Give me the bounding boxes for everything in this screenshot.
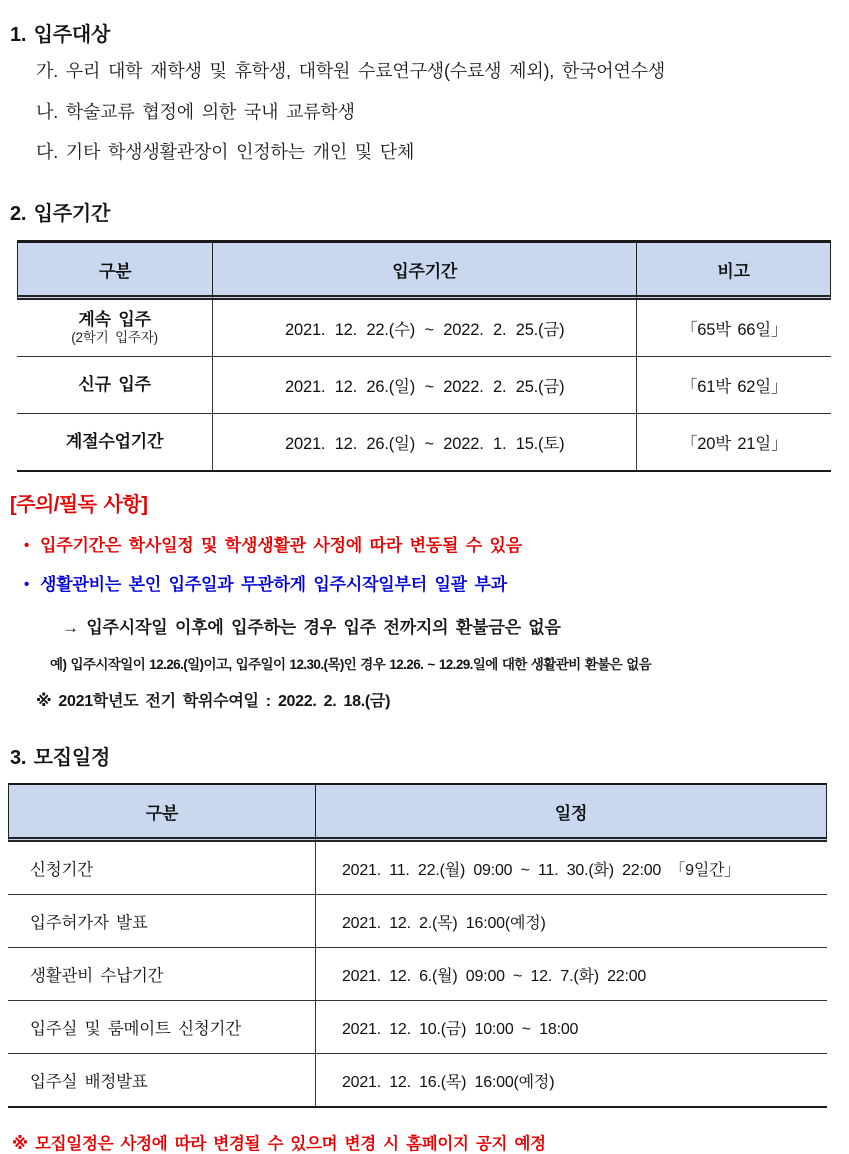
column-header-period: 입주기간 (213, 243, 637, 300)
list-item: 가. 우리 대학 재학생 및 휴학생, 대학원 수료연구생(수료생 제외), 한국어연수생 (36, 61, 666, 81)
table-row (8, 1001, 827, 1054)
warning-bullet-red: • 입주기간은 학사일정 및 학생생활관 사정에 따라 변동될 수 있음 (40, 536, 841, 556)
move-in-period-table (17, 240, 831, 472)
table-row (17, 414, 831, 470)
table-header-row (8, 785, 827, 842)
table-row (17, 300, 831, 357)
section3-title: 3. 모집일정 (10, 747, 111, 770)
warning-block (10, 488, 841, 711)
warning-bullet-blue: • 생활관비는 본인 입주일과 무관하게 입주시작일부터 일괄 부과 (40, 575, 841, 595)
table-header-row (17, 243, 831, 300)
table-row (8, 842, 827, 895)
schedule-change-footnote: ※ 모집일정은 사정에 따라 변경될 수 있으며 변경 시 홈페이지 공지 예정 (12, 1135, 546, 1154)
row-schedule: 2021. 12. 6.(월) 09:00 ~ 12. 7.(화) 22:00 (316, 948, 827, 1001)
row-category: 신규 입주 (17, 357, 213, 414)
row-category (17, 300, 213, 357)
refund-arrow-note: → 입주시작일 이후에 입주하는 경우 입주 전까지의 환불금은 없음 (62, 618, 561, 638)
row-category: 입주실 및 룸메이트 신청기간 (8, 1001, 316, 1054)
row-schedule: 2021. 12. 16.(목) 16:00(예정) (341, 1073, 555, 1091)
section2-title: 2. 입주기간 (10, 203, 111, 226)
row-period: 2021. 12. 26.(일) ~ 2022. 1. 15.(토) (213, 414, 637, 470)
table-row (8, 895, 827, 948)
row-schedule: 2021. 12. 2.(목) 16:00(예정) (316, 895, 827, 948)
row-schedule: 2021. 11. 22.(월) 09:00 ~ 11. 30.(화) 22:00 「9일간」 (316, 842, 827, 895)
row-category: 입주허가자 발표 (8, 895, 316, 948)
table-row (8, 948, 827, 1001)
degree-date-note: ※ 2021학년도 전기 학위수여일 : 2022. 2. 18.(금) (36, 693, 391, 711)
column-header-schedule: 일정 (316, 785, 827, 842)
category-sublabel: (2학기 입주자) (71, 330, 158, 346)
refund-example-note: 예) 입주시작일이 12.26.(일)이고, 입주일이 12.30.(목)인 경우 12.26. ~ 12.29.일에 대한 생활관비 환불은 없음 (50, 657, 652, 673)
warning-title: [주의/필독 사항] (10, 494, 148, 517)
column-header-category: 구분 (8, 785, 316, 842)
row-note: 「61박 62일」 (637, 357, 831, 414)
column-header-note: 비고 (637, 243, 831, 300)
row-category: 입주실 배정발표 (8, 1054, 316, 1106)
list-item: 다. 기타 학생생활관장이 인정하는 개인 및 단체 (36, 142, 415, 163)
row-category: 계절수업기간 (17, 414, 213, 470)
row-period: 2021. 12. 22.(수) ~ 2022. 2. 25.(금) (213, 300, 637, 357)
list-item: 나. 학술교류 협정에 의한 국내 교류학생 (36, 101, 355, 122)
section1-title: 1. 입주대상 (10, 24, 111, 46)
row-note: 「65박 66일」 (637, 300, 831, 357)
row-category: 신청기간 (8, 842, 316, 895)
row-category: 생활관비 수납기간 (8, 948, 316, 1001)
eligibility-list (36, 61, 841, 163)
row-period: 2021. 12. 26.(일) ~ 2022. 2. 25.(금) (213, 357, 637, 414)
table-row (8, 1054, 827, 1106)
column-header-category: 구분 (17, 243, 213, 300)
application-schedule-table (8, 783, 827, 1108)
category-label: 계속 입주 (78, 309, 151, 329)
row-schedule: 2021. 12. 10.(금) 10:00 ~ 18:00 (316, 1001, 827, 1054)
table-row (17, 357, 831, 414)
row-note: 「20박 21일」 (680, 435, 788, 454)
